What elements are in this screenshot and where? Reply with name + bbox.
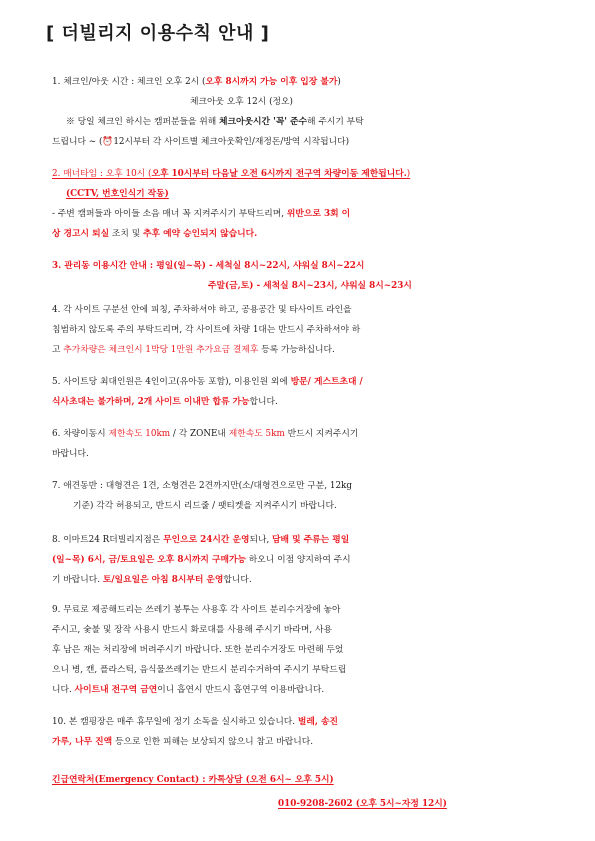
highlight-text: 제한속도 5km [228, 429, 285, 439]
highlight-text: 상 경고시 퇴실 [52, 229, 110, 239]
site-parking-line-2: 침범하지 않도록 주의 부탁드리며, 각 사이트에 차량 1대는 반드시 주차하셔야 하 [52, 325, 361, 335]
page-title: [ 더빌리지 이용수칙 안내 ] [46, 23, 270, 44]
highlight-text: (일~목) 6시, 금/토요일은 오후 8시까지 구매가능 [52, 555, 246, 565]
highlight-text: 벌레, 송진 [297, 717, 339, 727]
text: 해 주시기 부탁 [307, 117, 364, 127]
section-waste [52, 600, 552, 700]
text: 합니다. [223, 575, 252, 585]
waste-line-5 [52, 680, 552, 700]
occupancy-line-2 [52, 392, 552, 412]
occupancy-line-1 [52, 372, 552, 392]
waste-line-4: 으니 병, 캔, 플라스틱, 음식물쓰레기는 반드시 분리수거하여 주시기 부탁드립 [52, 665, 347, 675]
highlight-text: 위반으로 3회 이 [286, 209, 351, 219]
pets-line-2: 기준) 각각 허용되고, 반드시 리드줄 / 팻티켓을 지켜주시기 바랍니다. [73, 501, 337, 511]
section-store [52, 530, 552, 590]
bold-text: 체크아웃시간 '꼭' 준수 [219, 117, 308, 127]
facility-hours-weekday: 3. 관리동 이용시간 안내 : 평일(일~목) - 세척실 8시~22시, 샤워실 8시~22시 [52, 261, 365, 271]
text: ※ 당일 체크인 하시는 캠퍼분들을 위해 [66, 117, 220, 127]
facility-hours-weekend: 주말(금,토) - 세척실 8시~23시, 샤워실 8시~23시 [208, 281, 412, 291]
highlight-text: 오후 10시부터 다음날 오전 6시까지 전구역 차량이동 제한됩니다. [151, 169, 407, 179]
pets-line-1: 7. 애견동반 : 대형견은 1견, 소형견은 2견까지만(소/대형견으로만 구분, 12kg [52, 481, 353, 491]
section-max-occupancy [52, 372, 552, 412]
text: / 각 ZONE내 [170, 429, 229, 439]
text: 이니 흡연시 반드시 흡연구역 이용바랍니다. [157, 685, 325, 695]
text: - 주변 캠퍼들과 아이들 소음 매너 꼭 지켜주시기 부탁드리며, [52, 209, 287, 219]
text: 10. 본 캠핑장은 매주 휴무일에 정기 소독을 실시하고 있습니다. [52, 717, 298, 727]
highlight-text: 추가차량은 체크인시 1박당 1만원 추가요금 결제후 [63, 345, 259, 355]
waste-line-1: 9. 무료로 제공해드리는 쓰레기 봉투는 사용후 각 사이트 분리수거장에 놓아 [52, 605, 341, 615]
emergency-contact-line: 긴급연락처(Emergency Contact) : 카톡상담 (오전 6시~ 오후 5시) [52, 775, 334, 785]
text: 등으로 인한 피해는 보상되지 않으니 참고 바랍니다. [112, 737, 314, 747]
section-manner-time [52, 164, 552, 244]
text: ) [406, 169, 411, 179]
section-facility-hours [52, 256, 552, 296]
text: 기 바랍니다. [52, 575, 103, 585]
text: 등록 가능하십니다. [258, 345, 335, 355]
waste-line-3: 후 남은 재는 처리장에 버려주시기 바랍니다. 또한 분리수거장도 마련해 두었 [52, 645, 344, 655]
section-disinfection [52, 712, 552, 752]
store-line-1 [52, 530, 552, 550]
text: 8. 이마트24 R더빌리지점은 [52, 535, 164, 545]
emergency-phone-line: 010-9208-2602 (오후 5시~자정 12시) [278, 799, 447, 809]
disinfection-line-2 [52, 732, 552, 752]
highlight-text: 가루, 나무 진액 [52, 737, 113, 747]
cctv-line: (CCTV, 번호인식기 작동) [66, 189, 169, 199]
text: 6. 차량이동시 [52, 429, 109, 439]
highlight-text: 제한속도 10km [108, 429, 171, 439]
manner-time-line-4 [52, 224, 552, 244]
text: 되나, [249, 535, 273, 545]
text: 반드시 지켜주시기 [284, 429, 359, 439]
store-line-2 [52, 550, 552, 570]
section-speed-limit [52, 424, 552, 464]
speed-limit-line-1 [52, 424, 552, 444]
highlight-text: 오후 8시까지 가능 이후 입장 불가 [205, 77, 338, 87]
highlight-text: 담배 및 주류는 평일 [272, 535, 350, 545]
waste-line-2: 주시고, 숯불 및 장작 사용시 반드시 화로대를 사용해 주시기 바라며, 사용 [52, 625, 332, 635]
text: 2. 매너타임 : 오후 10시 ( [52, 169, 152, 179]
highlight-text: 방문/ 게스트초대 / [290, 377, 363, 387]
text: 5. 사이트당 최대인원은 4인이고(유아동 포함), 이용인원 외에 [52, 377, 291, 387]
speed-limit-line-2: 바랍니다. [52, 449, 89, 459]
section-emergency-contact [52, 770, 552, 814]
checkin-note-line-1 [52, 112, 552, 132]
text: 합니다. [249, 397, 278, 407]
section-checkin [52, 72, 552, 152]
highlight-text: 무인으로 24시간 운영 [163, 535, 250, 545]
manner-time-line-1 [52, 164, 552, 184]
manner-time-line-3 [52, 204, 552, 224]
text: 1. 체크인/아웃 시간 : 체크인 오후 2시 ( [52, 77, 206, 87]
highlight-text: 사이트내 전구역 금연 [74, 685, 158, 695]
highlight-text: 토/일요일은 아침 8시부터 운영 [102, 575, 224, 585]
store-line-3 [52, 570, 552, 590]
text: 고 [52, 345, 64, 355]
disinfection-line-1 [52, 712, 552, 732]
checkin-line-1 [52, 72, 552, 92]
text: 하오니 이점 양지하여 주시 [246, 555, 351, 565]
highlight-text: 추후 예약 승인되지 않습니다. [143, 229, 258, 239]
text: ) [337, 77, 341, 87]
section-pets [52, 476, 552, 516]
checkout-line: 체크아웃 오후 12시 (정오) [190, 97, 293, 107]
site-parking-line-1: 4. 각 사이트 구분선 안에 피칭, 주차하셔야 하고, 공용공간 및 타사이트 라인을 [52, 305, 352, 315]
site-parking-line-3 [52, 340, 552, 360]
text: 조치 및 [109, 229, 144, 239]
section-site-parking [52, 300, 552, 360]
highlight-text: 식사초대는 불가하며, 2개 사이트 이내만 합류 가능 [52, 397, 250, 407]
text: 니다. [52, 685, 75, 695]
checkin-note-line-2: 드립니다 ~ (⏰12시부터 각 사이트별 체크아웃확인/재정돈/방역 시작됩니다) [52, 137, 350, 147]
